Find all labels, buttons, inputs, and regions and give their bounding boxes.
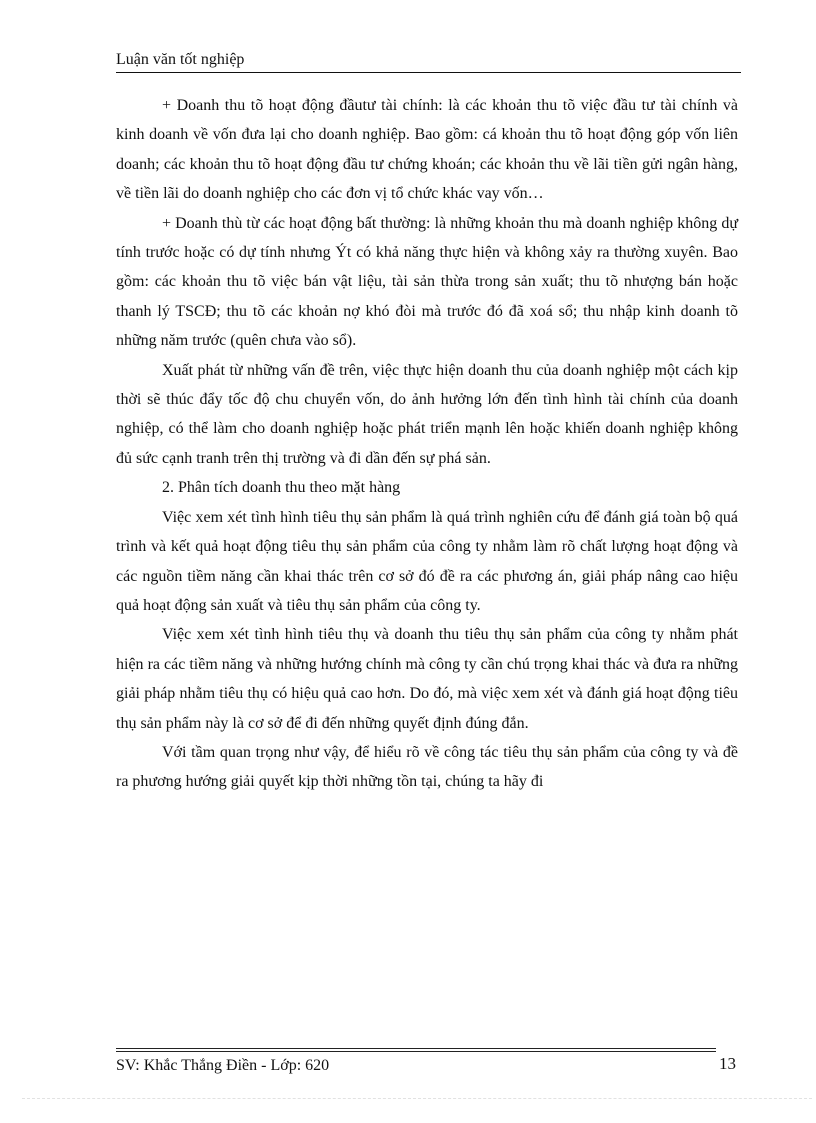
section-heading: 2. Phân tích doanh thu theo mặt hàng [162, 479, 401, 497]
paragraph-investment-revenue: + Doanh thu tõ hoạt động đầutư tài chính: là các khoản thu tõ việc đầu tư tài chính và kinh doanh về vốn đưa lại cho doanh nghiệp. Bao gồm: cá khoản thu tõ hoạt động góp vốn liên doanh; các khoản thu tõ hoạt động đầu tư chứng khoán; các khoản thu về lãi tiền gửi ngân hàng, về tiền lãi do doanh nghiệp cho các đơn vị tổ chức khác vay vốn… [116, 97, 738, 203]
running-header: Luận văn tốt nghiệp [116, 51, 245, 68]
page-boundary [22, 1098, 812, 1099]
paragraph-revenue-importance: Xuất phát từ những vấn đề trên, việc thực hiện doanh thu của doanh nghiệp một cách kịp thời sẽ thúc đẩy tốc độ chu chuyển vốn, do ảnh hưởng lớn đến tình hình tài chính của doanh nghiệp, có thể làm cho doanh nghiệp hoặc phát triển mạnh lên hoặc khiến doanh nghiệp không đủ sức cạnh tranh trên thị trường và đi dần đến sự phá sản. [116, 361, 738, 467]
footer-divider-bottom [116, 1051, 716, 1052]
paragraph-sales-review: Việc xem xét tình hình tiêu thụ sản phẩm là quá trình nghiên cứu để đánh giá toàn bộ quá trình và kết quả hoạt động tiêu thụ sản phẩm của công ty nhằm làm rõ chất lượng hoạt động và các nguồn tiềm năng cần khai thác trên cơ sở đó đề ra các phương án, giải pháp nâng cao hiệu quả hoạt động sản xuất và tiêu thụ sản phẩm của công ty. [116, 508, 738, 614]
page-number: 13 [719, 1054, 736, 1073]
paragraph-conclusion: Với tầm quan trọng như vậy, để hiểu rõ về công tác tiêu thụ sản phẩm của công ty và đề ra phương hướng giải quyết kịp thời những tồn tại, chúng ta hãy đi [116, 743, 738, 791]
paragraph-irregular-revenue: + Doanh thù từ các hoạt động bất thường: là những khoản thu mà doanh nghiệp không dự tính trước hoặc có dự tính nhưng Ýt có khả năng thực hiện và không xảy ra thường xuyên. Bao gồm: các khoản thu tõ việc bán vật liệu, tài sản thừa trong sản xuất; thu tõ nhượng bán hoặc thanh lý TSCĐ; thu tõ các khoản nợ khó đòi mà trước đó đã xoá sổ; thu nhập kinh doanh tõ những năm trước (quên chưa vào sổ). [116, 214, 738, 350]
footer-divider-top [116, 1048, 716, 1049]
document-body [116, 91, 738, 797]
header-divider [116, 72, 741, 73]
paragraph-sales-potential: Việc xem xét tình hình tiêu thụ và doanh thu tiêu thụ sản phẩm của công ty nhằm phát hiện ra các tiềm năng và những hướng chính mà công ty cần chú trọng khai thác và đưa ra những giải pháp nhằm tiêu thụ có hiệu quả cao hơn. Do đó, mà việc xem xét và đánh giá hoạt động tiêu thụ sản phẩm này là cơ sở để đi đến những quyết định đúng đắn. [116, 626, 738, 732]
footer-student-info: SV: Khắc Thắng Điền - Lớp: 620 [116, 1057, 330, 1074]
